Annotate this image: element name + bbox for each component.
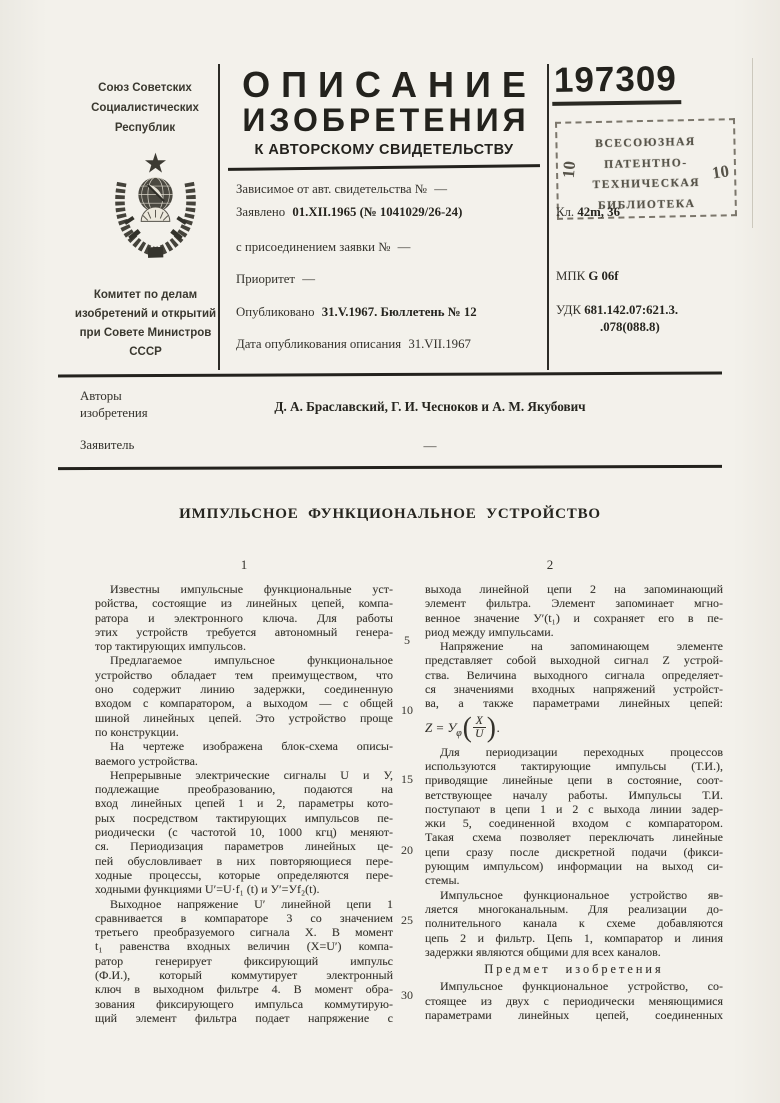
text-line: Непрерывные электрические сигналы U и У, bbox=[110, 767, 393, 782]
text-line: венное значение У′(t₁) и сохраняет его в пе- bbox=[425, 610, 723, 625]
text-line: пей обусловливает в них повторяющиеся пере- bbox=[95, 853, 393, 868]
body-left-column bbox=[95, 582, 393, 1025]
union-label bbox=[75, 78, 215, 138]
formula-suffix: . bbox=[496, 719, 501, 735]
text-line: ваемого устройства. bbox=[95, 753, 198, 768]
udk-row-continuation: .078(088.8) bbox=[600, 320, 660, 334]
right-paragraph-3 bbox=[425, 745, 723, 888]
text-line: зования фиксирующего импульса коммутирую- bbox=[95, 996, 393, 1011]
biblio-row-filed bbox=[236, 205, 536, 220]
biblio-value: — bbox=[434, 182, 447, 196]
text-line: входом с компаратором, а выходом — с общей bbox=[95, 696, 393, 711]
text-line: ройства, состоящие из линейных цепей, компа- bbox=[95, 596, 393, 611]
text-line: задержки являются общими для всех каналов. bbox=[425, 944, 661, 959]
text-line: ства. Величина выходного сигнала определяет- bbox=[425, 667, 723, 682]
text-line: этих устройств требуется автономный генера- bbox=[95, 624, 393, 639]
text-line: t₁ равенства входных величин (X=U′) компа- bbox=[95, 939, 393, 954]
biblio-value: 31.VII.1967 bbox=[408, 337, 471, 351]
header-divider-left bbox=[218, 64, 220, 370]
stamp-number-right: 10 bbox=[710, 161, 731, 183]
text-line: Комитет по делам bbox=[93, 289, 198, 301]
text-line: выхода линейной цепи 2 на запоминающий bbox=[425, 582, 723, 596]
scan-edge-artifact bbox=[752, 58, 753, 228]
right-paragraph-4 bbox=[425, 888, 723, 959]
text-line: ся значениями входных напряжений устройст- bbox=[425, 682, 723, 697]
left-paragraph-5 bbox=[95, 897, 393, 1026]
authors-bottom-rule bbox=[58, 465, 722, 470]
text-line: рующим импульсом) информации на выход си- bbox=[425, 859, 723, 874]
text-line: ва, а также параметрами линейных цепей: bbox=[425, 696, 723, 711]
text-line: Республик bbox=[114, 122, 176, 134]
text-line: БИБЛИОТЕКА bbox=[597, 197, 696, 212]
text-line: ходными функциями U′=U·f₁ (t) и У′=Уf₂(t). bbox=[95, 882, 320, 897]
class-value: 42m, 36 bbox=[577, 205, 620, 219]
column-number-1: 1 bbox=[240, 557, 248, 572]
subtitle-rule bbox=[228, 164, 540, 171]
right-paragraph-2 bbox=[425, 639, 723, 710]
text-line: ляется многоканальным. Для реализации до- bbox=[425, 901, 723, 916]
text-line: Выходное напряжение U′ линейной цепи 1 bbox=[110, 896, 393, 911]
text-line: представляет собой выходной сигнал Z устрой- bbox=[425, 653, 723, 668]
text-line: при Совете Министров bbox=[79, 327, 212, 339]
text-line: Союз Советских bbox=[98, 82, 192, 94]
text-line: На чертеже изображена блок-схема описы- bbox=[110, 739, 393, 754]
right-paragraph-1 bbox=[425, 582, 723, 639]
formula-denominator: U bbox=[475, 728, 484, 741]
mpk-label: МПК bbox=[556, 269, 586, 283]
left-paragraph-1 bbox=[95, 582, 393, 653]
formula-open-paren: ( bbox=[462, 711, 472, 743]
claims-heading: Предмет изобретения bbox=[484, 962, 664, 977]
line-marker-20: 20 bbox=[401, 843, 413, 857]
text-line: ТЕХНИЧЕСКАЯ bbox=[592, 176, 701, 192]
text-line: ходные процессы, которые определяются пере- bbox=[95, 867, 393, 882]
udk-value: 681.142.07:621.3. bbox=[584, 303, 679, 317]
line-marker-25: 25 bbox=[401, 913, 413, 927]
applicant-value: — bbox=[423, 438, 437, 453]
text-line: жки 5, соединенной входом с компаратором. bbox=[425, 816, 723, 831]
biblio-value: — bbox=[302, 272, 315, 286]
right-paragraph-5 bbox=[425, 979, 723, 1022]
formula-fraction bbox=[473, 715, 486, 741]
text-line: СССР bbox=[129, 346, 162, 358]
body-right-column bbox=[425, 582, 723, 1022]
text-line: рых посредством тактирующих импульсов пе- bbox=[95, 810, 393, 825]
text-line: ратора и электронного ключа. Для работы bbox=[95, 610, 393, 625]
text-line: Такая схема позволяет переключать линейные bbox=[425, 830, 723, 845]
text-line: (Ф.И.), который коммутирует электронный bbox=[95, 968, 393, 983]
text-line: стоящее из двух с периодически меняющимися bbox=[425, 993, 723, 1008]
text-line: цепь 2 и фильтр. Цепь 1, компаратор и линия bbox=[425, 930, 723, 945]
biblio-row-joined-application bbox=[236, 240, 536, 255]
text-line: вход линейных цепей 1 и 2, параметры кото- bbox=[95, 796, 393, 811]
top-rule bbox=[58, 372, 722, 378]
text-line: ратор генерирует фиксирующий импульс bbox=[95, 953, 393, 968]
left-paragraph-4 bbox=[95, 768, 393, 897]
text-line: ся. Периодизация параметров линейных це- bbox=[95, 839, 393, 854]
biblio-label: с присоединением заявки № bbox=[236, 240, 391, 254]
class-label: Кл. bbox=[556, 205, 575, 219]
formula-numerator: X bbox=[473, 715, 486, 729]
biblio-value: 01.XII.1965 (№ 1041029/26-24) bbox=[292, 205, 463, 219]
authors-label-line2: изобретения bbox=[80, 406, 148, 420]
text-line: стемы. bbox=[425, 873, 460, 888]
authors-names: Д. А. Браславский, Г. И. Чесноков и А. М. Якубович bbox=[274, 399, 586, 414]
invention-title: ИМПУЛЬСНОЕ ФУНКЦИОНАЛЬНОЕ УСТРОЙСТВО bbox=[179, 506, 601, 522]
text-line: изобретений и открытий bbox=[74, 308, 217, 320]
formula-subscript: φ bbox=[456, 727, 462, 739]
biblio-label: Опубликовано bbox=[236, 305, 315, 319]
stamp-number-left: 10 bbox=[558, 160, 580, 179]
udk-row bbox=[556, 303, 678, 318]
text-line: ключ в выходном фильтре 4. В момент обра- bbox=[95, 982, 393, 997]
left-paragraph-3 bbox=[95, 739, 393, 768]
text-line: приводящие линейные цепи в состояние, соот- bbox=[425, 773, 723, 788]
text-line: Импульсное функциональное устройство, со- bbox=[440, 979, 723, 994]
text-line: устройство обладает тем преимуществом, что bbox=[95, 667, 393, 682]
committee-label bbox=[68, 286, 223, 362]
biblio-value: 31.V.1967. Бюллетень № 12 bbox=[321, 305, 477, 319]
text-line: оно содержит линию задержки, соединенную bbox=[95, 682, 393, 697]
biblio-label: Зависимое от авт. свидетельства № bbox=[236, 182, 427, 196]
biblio-label: Заявлено bbox=[236, 205, 286, 219]
patent-number: 197309 bbox=[552, 59, 681, 106]
udk-label: УДК bbox=[556, 303, 582, 317]
text-line: Напряжение на запоминающем элементе bbox=[440, 639, 723, 654]
header-divider-right bbox=[547, 64, 549, 370]
text-line: Импульсное функциональное устройство яв- bbox=[440, 887, 723, 902]
biblio-row-dependent bbox=[236, 182, 536, 197]
line-marker-15: 15 bbox=[401, 772, 413, 786]
doc-title-line2: ИЗОБРЕТЕНИЯ bbox=[242, 102, 530, 138]
text-line: ВСЕСОЮЗНАЯ bbox=[595, 135, 696, 151]
text-line: цепи сразу после дискретной подачи (фикси- bbox=[425, 844, 723, 859]
mpk-value: G 06f bbox=[588, 269, 619, 283]
biblio-value: — bbox=[397, 240, 411, 254]
doc-title-line1: ОПИСАНИЕ bbox=[242, 64, 537, 105]
text-line: Предлагаемое импульсное функциональное bbox=[110, 653, 393, 668]
text-line: полнительного канала к схеме добавляются bbox=[425, 916, 723, 931]
left-paragraph-2 bbox=[95, 653, 393, 739]
output-formula bbox=[425, 711, 723, 745]
biblio-label: Дата опубликования описания bbox=[236, 337, 402, 351]
line-marker-30: 30 bbox=[401, 988, 413, 1002]
biblio-row-priority bbox=[236, 272, 536, 287]
text-line: щий элемент фильтра подает напряжение с bbox=[95, 1010, 393, 1025]
text-line: тор тактирующих импульсов. bbox=[95, 639, 246, 654]
formula-lhs: Z = У bbox=[425, 719, 457, 735]
text-line: ветствующее началу работы. Импульсы Т.И. bbox=[425, 787, 723, 802]
applicant-label: Заявитель bbox=[80, 438, 135, 452]
text-line: элемент фильтра. Элемент запоминает мгно- bbox=[425, 596, 723, 611]
text-line: Известны импульсные функциональные уст- bbox=[110, 582, 393, 596]
text-line: ПАТЕНТНО- bbox=[604, 156, 688, 171]
text-line: параметрами линейных цепей, соединенных bbox=[425, 1008, 723, 1023]
text-line: шиной линейных цепей. Это устройство проще bbox=[95, 710, 393, 725]
text-line: подлежащие преобразованию, подаются на bbox=[95, 782, 393, 797]
formula-close-paren: ) bbox=[486, 711, 496, 743]
text-line: третьего преобразуемого сигнала X. В момент bbox=[95, 925, 393, 940]
column-number-2: 2 bbox=[546, 557, 554, 572]
biblio-row-description-date bbox=[236, 337, 536, 352]
line-marker-5: 5 bbox=[404, 633, 410, 647]
line-marker-10: 10 bbox=[401, 703, 413, 717]
text-line: по конструкции. bbox=[95, 724, 179, 739]
biblio-row-published bbox=[236, 305, 536, 320]
text-line: сравнивается в компараторе 3 со значением bbox=[95, 910, 393, 925]
text-line: Социалистических bbox=[91, 102, 199, 114]
biblio-label: Приоритет bbox=[236, 272, 295, 286]
text-line: поступают в цепи 1 и 2 с выхода линии задер- bbox=[425, 801, 723, 816]
text-line: риод между импульсами. bbox=[425, 624, 554, 639]
ussr-coat-of-arms-icon bbox=[103, 148, 208, 273]
text-line: используются тактирующие импульсы (Т.И.), bbox=[425, 758, 723, 773]
authors-label-line1: Авторы bbox=[80, 389, 122, 403]
doc-subtitle: К АВТОРСКОМУ СВИДЕТЕЛЬСТВУ bbox=[254, 142, 514, 158]
text-line: риодически (с частотой 10, 1000 кгц) меняют- bbox=[95, 825, 393, 840]
stamp-text bbox=[557, 131, 735, 217]
mpk-row bbox=[556, 269, 619, 284]
text-line: Для периодизации переходных процессов bbox=[440, 744, 723, 759]
class-row bbox=[556, 205, 620, 220]
